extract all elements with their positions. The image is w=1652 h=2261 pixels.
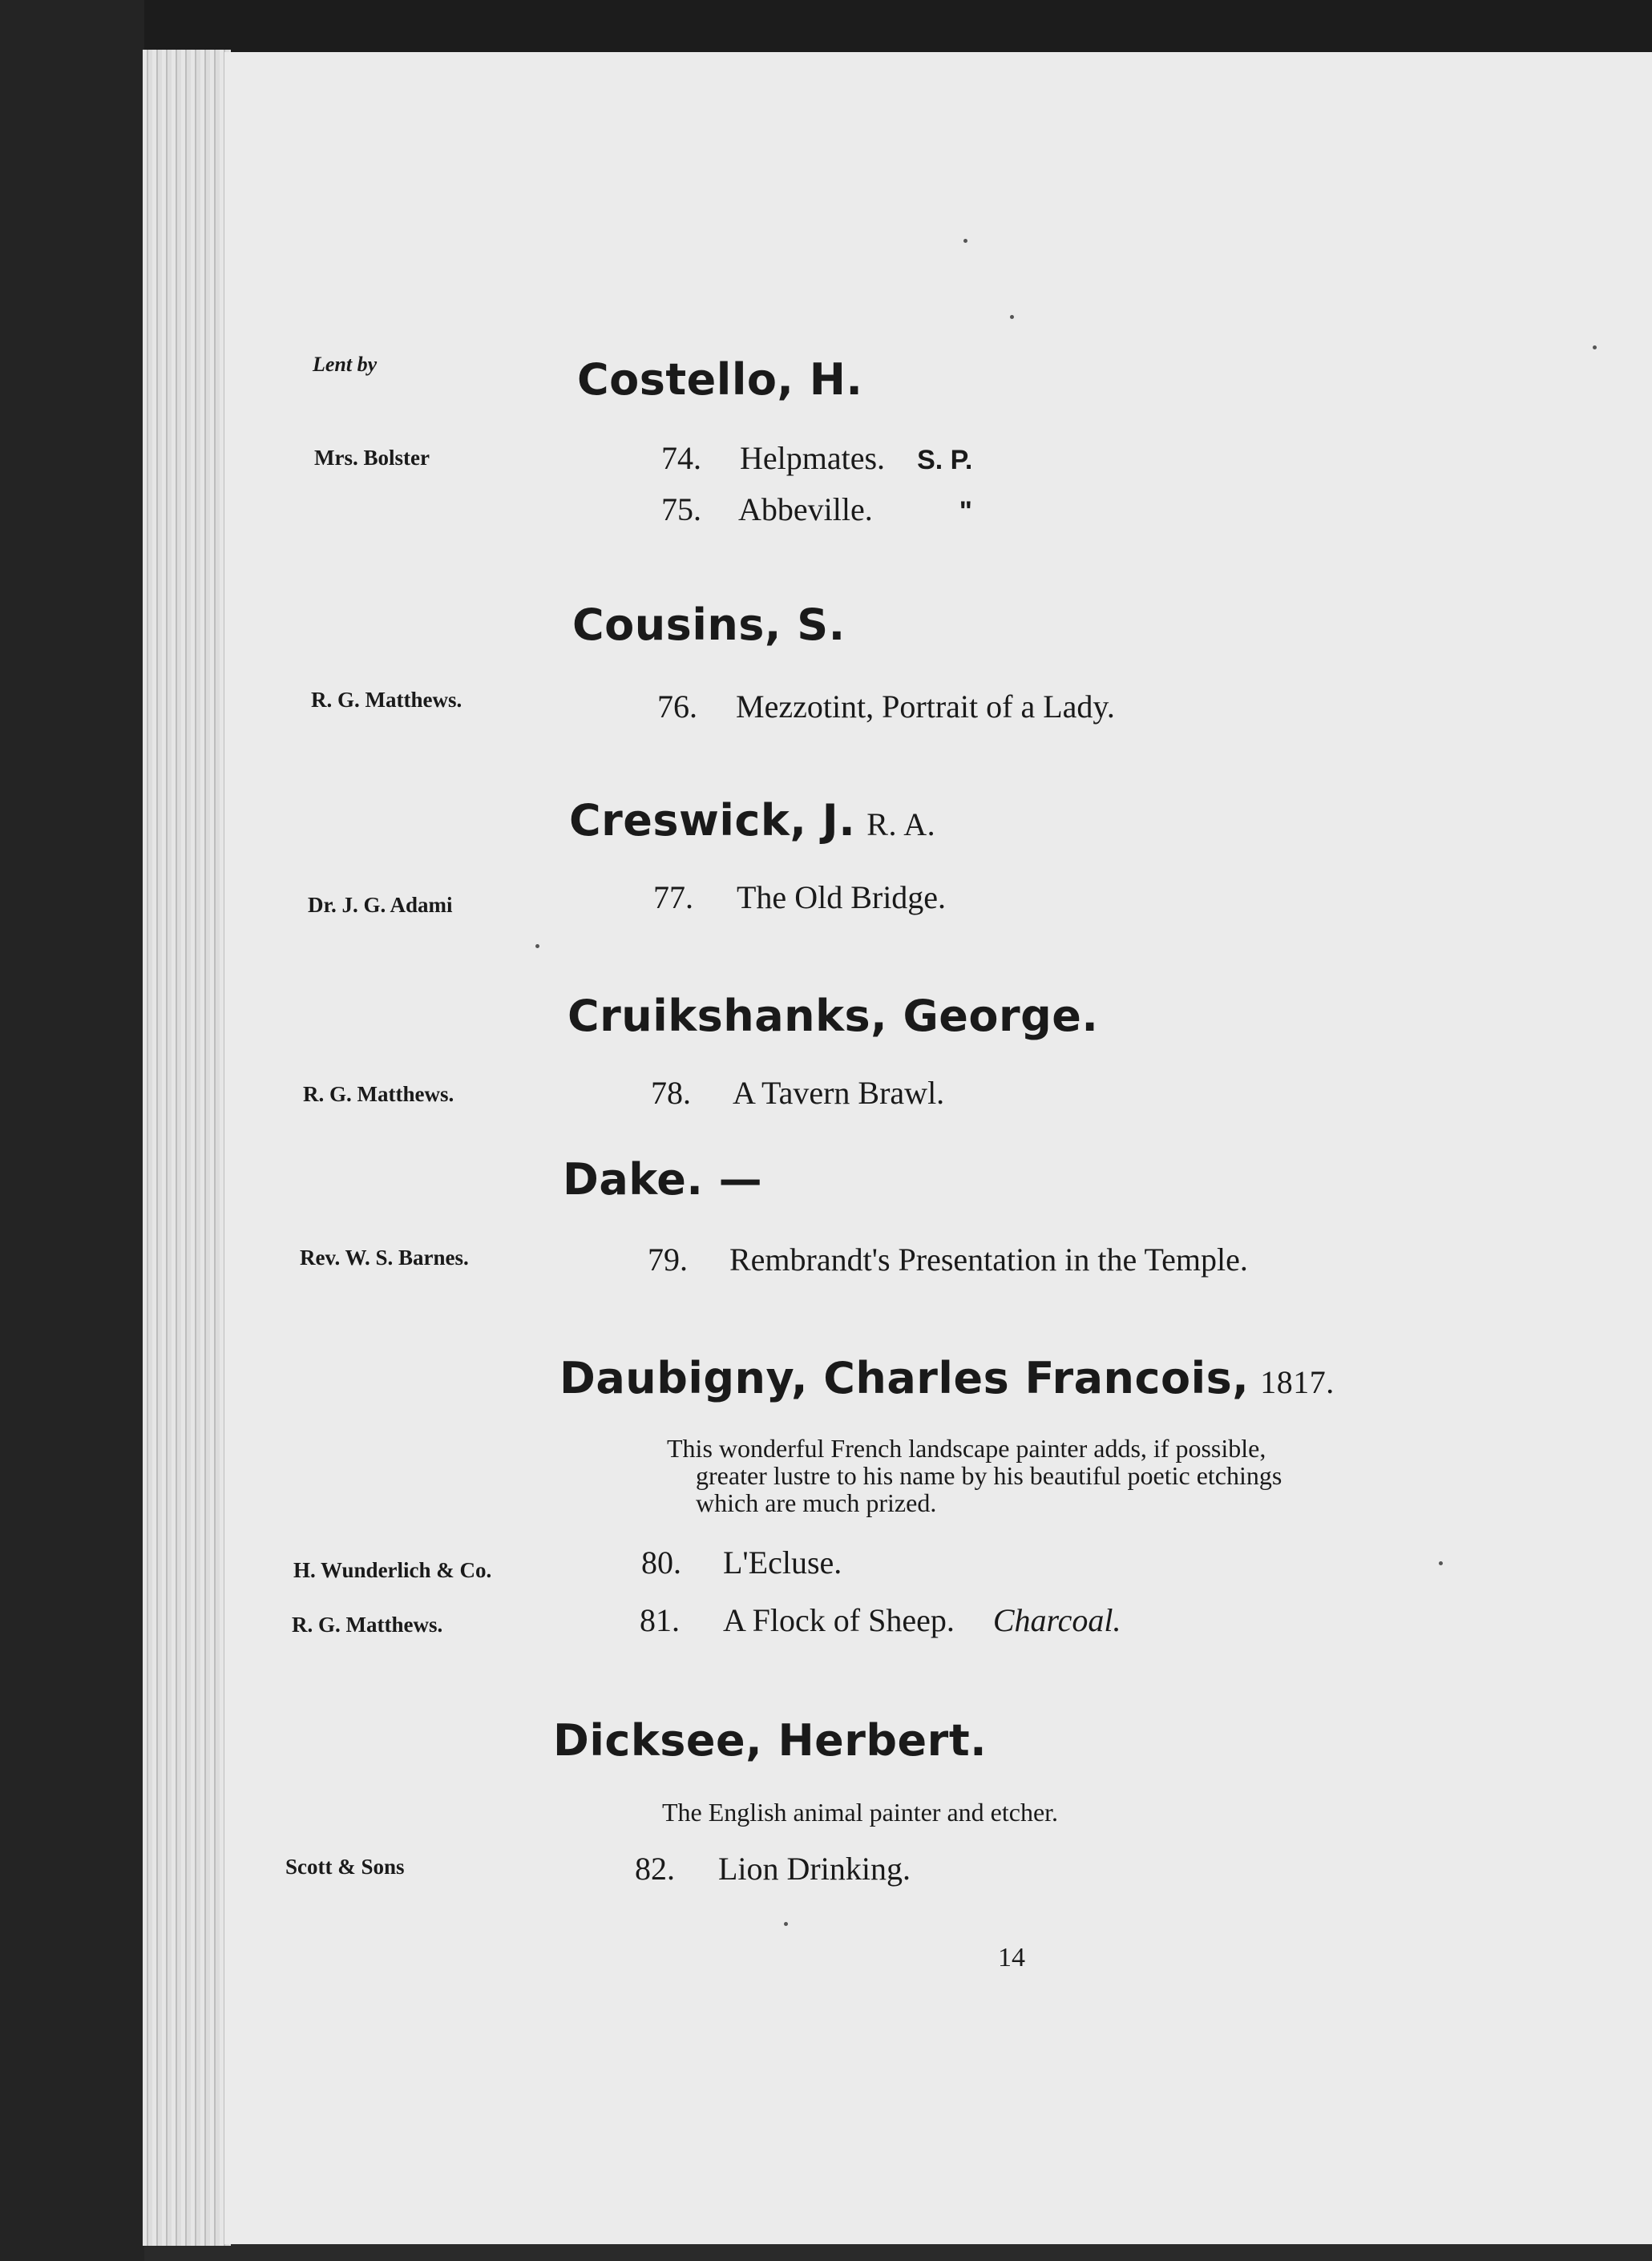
page-edge-stack [143,50,231,2246]
work-title: L'Ecluse. [723,1544,842,1581]
scan-speck [1439,1561,1443,1565]
scan-background-left [0,0,144,2261]
lender-name: Scott & Sons [285,1855,405,1879]
work-number: 82. [635,1851,675,1887]
description-line: This wonderful French landscape painter adds, if possible, [667,1434,1266,1463]
artist-heading: Daubigny, Charles Francois, 1817. [559,1353,1335,1403]
work-note: " [959,496,972,527]
description-line: The English animal painter and etcher. [662,1798,1059,1827]
catalogue-work [640,1601,1121,1639]
work-number: 77. [653,879,693,915]
artist-heading: Cousins, S. [572,600,846,650]
description-line: greater lustre to his name by his beautiful poetic etchings [696,1461,1282,1490]
artist-heading: Costello, H. [577,354,863,405]
lender-name: R. G. Matthews. [311,688,462,712]
scan-speck [1593,345,1597,349]
work-title: Mezzotint, Portrait of a Lady. [736,688,1115,725]
work-title: Helpmates. [740,440,886,476]
catalogue-work [653,878,946,916]
work-title: Abbeville. [738,491,873,527]
work-number: 78. [651,1075,691,1111]
artist-description [667,1435,1492,1516]
artist-description [662,1799,1058,1826]
scan-speck [963,239,967,243]
work-number: 76. [657,688,697,725]
work-title: Rembrandt's Presentation in the Temple. [729,1242,1248,1278]
work-note: S. P. [917,445,973,475]
artist-heading: Creswick, J. R. A. [569,795,936,846]
lender-name: R. G. Matthews. [303,1082,454,1106]
artist-heading: Dicksee, Herbert. [553,1715,988,1766]
lender-name: Rev. W. S. Barnes. [300,1246,469,1270]
scan-speck [1010,315,1014,319]
scan-background-top [0,0,1652,56]
work-title: Lion Drinking. [718,1851,911,1887]
artist-heading: Dake. — [563,1154,763,1205]
work-title: The Old Bridge. [737,879,947,915]
page-number: 14 [998,1943,1025,1972]
catalogue-work [648,1241,1248,1278]
work-title: A Flock of Sheep. [723,1602,955,1638]
catalogue-work [657,688,1115,725]
artist-heading: Cruikshanks, George. [567,991,1099,1041]
artist-suffix: R. A. [866,806,936,842]
lender-name: R. G. Matthews. [292,1613,443,1637]
lender-name: Dr. J. G. Adami [308,893,453,917]
catalogue-work [635,1850,911,1888]
work-number: 81. [640,1602,680,1638]
work-title: A Tavern Brawl. [733,1075,945,1111]
catalogue-work [661,439,972,477]
work-number: 79. [648,1242,688,1278]
work-number: 80. [641,1544,681,1581]
catalogue-page [224,52,1652,2244]
catalogue-work [651,1074,944,1112]
catalogue-work [641,1544,842,1581]
description-line: which are much prized. [696,1488,937,1517]
scan-speck [784,1922,788,1926]
lent-by-label: Lent by [313,353,378,376]
scan-speck [535,944,539,948]
work-medium: Charcoal. [992,1602,1121,1638]
lender-name: H. Wunderlich & Co. [293,1558,492,1582]
work-number: 75. [661,491,701,527]
catalogue-work [661,491,972,528]
lender-name: Mrs. Bolster [314,446,430,470]
artist-suffix: 1817. [1260,1364,1335,1400]
work-number: 74. [661,440,701,476]
